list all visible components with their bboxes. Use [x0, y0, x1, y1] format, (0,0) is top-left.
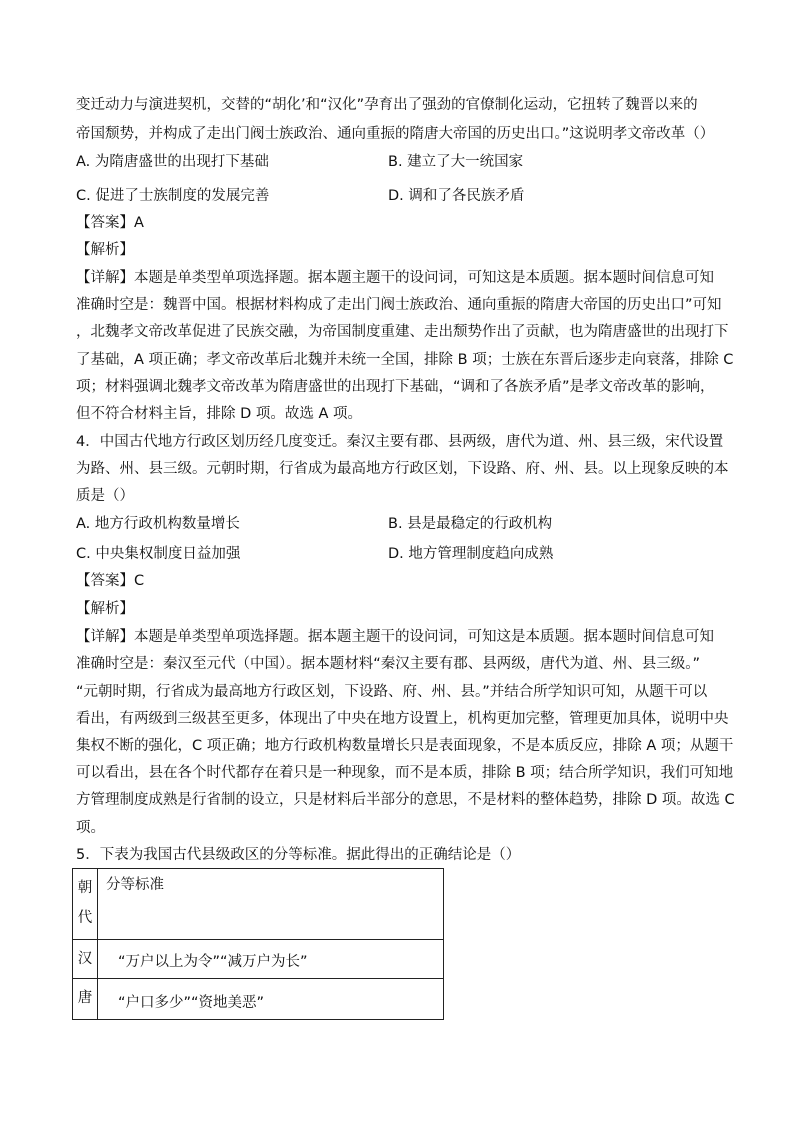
q4-detail-line-3: “元朝时期，行省成为最高地方行政区划，下设路、府、州、县。”并结合所学知识可知，从题干可以: [76, 684, 708, 700]
row-standard-cell: [98, 979, 444, 1020]
q3-detail-line-6: 但不符合材料主旨，排除 D 项。故选 A 项。: [76, 406, 363, 422]
q4-detail-line-5: 集权不断的强化，C 项正确；地方行政机构数量增长只是表面现象，不是本质反应，排除 A 项；从题干: [76, 738, 734, 754]
table-row: [73, 940, 444, 979]
q4-detail-line-6: 可以看出，县在各个时代都存在着只是一种现象，而不是本质，排除 B 项；结合所学知识，我们可知地: [76, 765, 734, 781]
q4-detail-line-8: 项。: [76, 820, 105, 836]
q3-detail-line-2: 准确时空是：魏晋中国。根据材料构成了走出门阀士族政治、通向重振的隋唐大帝国的历史出口”可知: [76, 297, 722, 313]
q3-stem-line-2: 帝国颓势，并构成了走出门阀士族政治、通向重振的隋唐大帝国的历史出口。”这说明孝文帝改革（）: [76, 126, 715, 142]
q3-option-a: A. 为隋唐盛世的出现打下基础: [76, 154, 269, 170]
q4-option-c: C. 中央集权制度日益加强: [76, 546, 241, 562]
q4-detail-line-1: 【详解】本题是单类型单项选择题。据本题主题干的设问词，可知这是本质题。据本题时间信息可知: [76, 629, 714, 645]
q3-option-b: B. 建立了大一统国家: [388, 154, 524, 170]
q3-detail-line-4: 了基础，A 项正确；孝文帝改革后北魏并未统一全国，排除 B 项；士族在东晋后逐步走向衰落，排除 C: [76, 352, 734, 368]
row-standard-cell: [98, 940, 444, 979]
row-dynasty-cell: 汉: [73, 940, 98, 979]
table-row: [73, 979, 444, 1020]
q4-stem-line-3: 质是（）: [76, 488, 134, 504]
q4-detail-line-4: 看出，有两级到三级甚至更多，体现出了中央在地方设置上，机构更加完整，管理更加具体，说明中央: [76, 711, 729, 727]
q3-answer: 【答案】A: [76, 215, 144, 231]
q3-option-c: C. 促进了士族制度的发展完善: [76, 188, 270, 204]
q4-option-a: A. 地方行政机构数量增长: [76, 516, 240, 532]
dynasty-standards-table: [72, 868, 444, 1020]
q3-detail-line-1: 【详解】本题是单类型单项选择题。据本题主题干的设问词，可知这是本质题。据本题时间信息可知: [76, 270, 714, 286]
row-standard-text: “户口多少”“资地美恶”: [118, 995, 265, 1011]
row-standard-text: “万户以上为令”“减万户为长”: [118, 954, 308, 970]
q4-answer: 【答案】C: [76, 573, 145, 589]
q3-analysis-label: 【解析】: [76, 242, 134, 258]
q4-detail-line-7: 方管理制度成熟是行省制的设立，只是材料后半部分的意思，不是材料的整体趋势，排除 D 项。故选 C: [76, 792, 735, 808]
row-dynasty-cell: 唐: [73, 979, 98, 1020]
q4-stem-line-2: 为路、州、县三级。元朝时期，行省成为最高地方行政区划，下设路、府、州、县。以上现象反映的本: [76, 461, 729, 477]
table-header-row: [73, 869, 444, 940]
header-dynasty-text: 朝代: [77, 880, 93, 926]
q3-detail-line-3: ，北魏孝文帝改革促进了民族交融，为帝国制度重建、走出颓势作出了贡献，也为隋唐盛世的出现打下: [76, 324, 729, 340]
header-dynasty-cell: [73, 869, 98, 940]
q3-option-d: D. 调和了各民族矛盾: [388, 188, 525, 204]
header-standard-cell: 分等标准: [98, 869, 444, 940]
q4-option-d: D. 地方管理制度趋向成熟: [388, 546, 554, 562]
q3-stem-line-1: 变迁动力与演进契机，交替的“胡化’和“汉化”孕育出了强劲的官僚制化运动，它扭转了魏晋以来的: [76, 97, 698, 113]
q4-analysis-label: 【解析】: [76, 601, 134, 617]
q5-stem: 5．下表为我国古代县级政区的分等标准。据此得出的正确结论是（）: [76, 847, 521, 863]
q3-detail-line-5: 项；材料强调北魏孝文帝改革为隋唐盛世的出现打下基础，“调和了各族矛盾”是孝文帝改革的影响，: [76, 379, 715, 395]
q4-detail-line-2: 准确时空是：秦汉至元代（中国）。据本题材料“秦汉主要有郡、县两级，唐代为道、州、县三级。”: [76, 656, 701, 672]
q4-option-b: B. 县是最稳定的行政机构: [388, 516, 553, 532]
q4-stem-line-1: 4．中国古代地方行政区划历经几度变迁。秦汉主要有郡、县两级，唐代为道、州、县三级，宋代设置: [76, 434, 724, 450]
